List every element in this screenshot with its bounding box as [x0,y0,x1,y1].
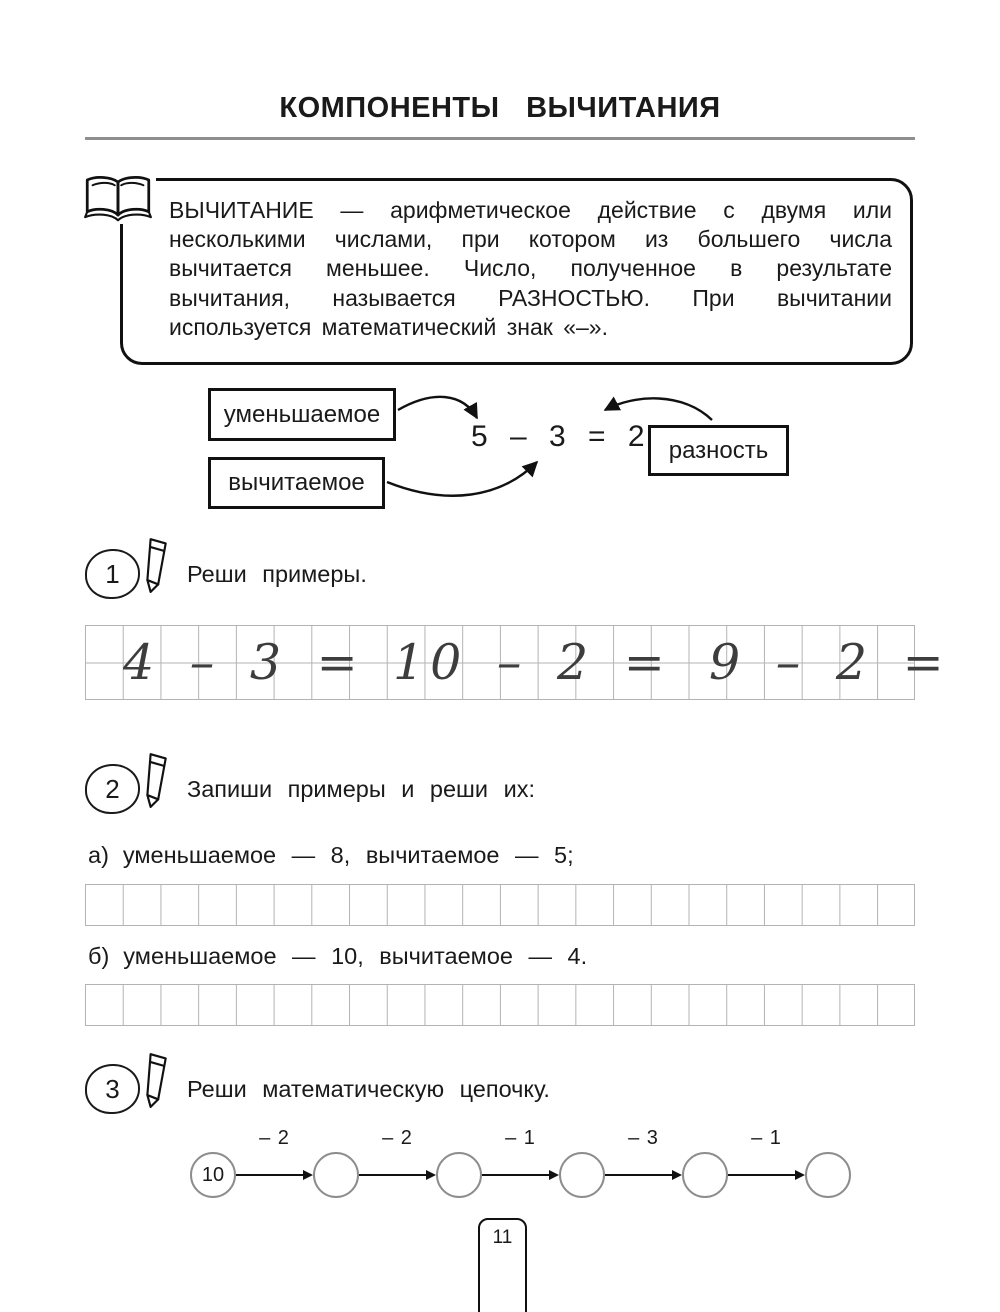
chain-arrow [482,1127,559,1198]
exercise-2-item-a [88,842,574,869]
difference-label: разность [668,436,769,464]
chain-start-value: 10 [201,1163,225,1186]
chain-operation: – 1 [505,1127,536,1149]
chain-answer-circle [313,1152,359,1198]
exercise-2-instruction: Запиши примеры и реши их: [187,776,535,802]
definition-text: ВЫЧИТАНИЕ — арифметическое действие с двумя или несколькими числами, при котором из большего числа вычитается меньшее. Число, полученное в результате вычитания, называется РАЗНОСТЬЮ. При вычитании используется математический знак «–». [169,197,892,340]
exercise-2-number: 2 [85,764,140,814]
exercise-1-writing-grid [85,625,950,700]
exercise-2a-writing-grid [85,884,915,926]
handwritten-problem: 9 – 2 = [709,634,950,691]
chain-arrow [605,1127,682,1198]
exercise-2-item-b [88,943,587,970]
subtraction-expression: 5 – 3 = 2 [471,420,647,453]
handwritten-problem: 4 – 3 = [123,634,364,691]
exercise-3-instruction: Реши математическую цепочку. [187,1076,550,1102]
definition-box [120,178,913,365]
open-book-icon [80,172,156,224]
chain-arrow [236,1127,313,1198]
chain-operation: – 2 [382,1127,413,1149]
chain-arrow [359,1127,436,1198]
chain-answer-circle [436,1152,482,1198]
page-number-box [478,1218,527,1312]
arrow-minuend-to-5 [398,397,477,418]
minuend-box [208,388,396,441]
subtrahend-box [208,457,385,509]
chain-operation: – 2 [259,1127,290,1149]
subtrahend-label: вычитаемое [228,469,365,496]
chain-start-circle [190,1152,236,1198]
exercise-1-number: 1 [85,549,140,599]
exercise-1-instruction: Реши примеры. [187,561,367,587]
math-chain [190,1127,851,1198]
item-b-text: уменьшаемое — 10, вычитаемое — 4. [123,943,588,969]
pencil-icon [142,1052,170,1108]
chain-answer-circle [559,1152,605,1198]
item-b-label: б) [88,943,110,969]
chain-operation: – 3 [628,1127,659,1149]
exercise-2b-writing-grid [85,984,915,1026]
chain-answer-circle [682,1152,728,1198]
chain-arrow [728,1127,805,1198]
item-a-text: уменьшаемое — 8, вычитаемое — 5; [122,842,574,868]
page-number: 11 [492,1227,513,1248]
pencil-icon [142,752,170,808]
page-title: КОМПОНЕНТЫ ВЫЧИТАНИЯ [279,92,721,124]
subtraction-diagram [85,380,915,525]
minuend-label: уменьшаемое [223,400,381,428]
arrow-difference-to-2 [605,398,712,420]
arrow-subtrahend-to-3 [387,462,537,496]
handwritten-problem: 10 – 2 = [393,634,671,691]
pencil-icon [142,537,170,593]
title-divider [85,137,915,140]
chain-operation: – 1 [751,1127,782,1149]
difference-box [648,425,789,476]
item-a-label: а) [88,842,109,868]
chain-answer-circle [805,1152,851,1198]
exercise-3-number: 3 [85,1064,140,1114]
